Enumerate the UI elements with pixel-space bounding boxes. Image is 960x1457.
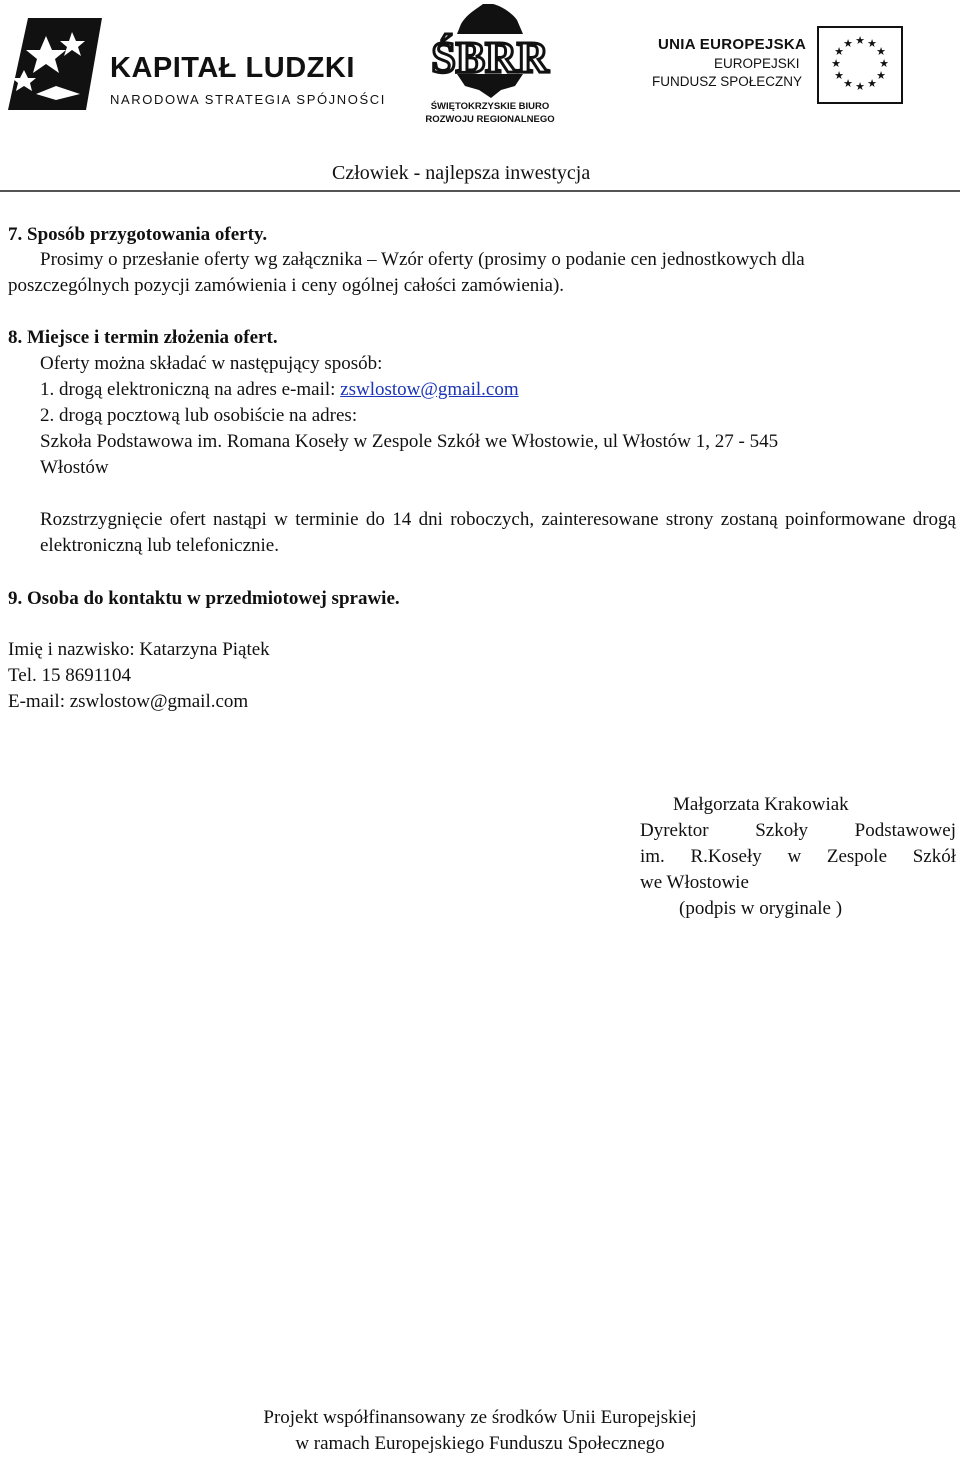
- kapital-ludzki-logo: [6, 14, 386, 114]
- svg-text:★: ★: [876, 45, 886, 58]
- contact-name: Imię i nazwisko: Katarzyna Piątek: [8, 639, 270, 660]
- eu-flag-icon: [817, 26, 903, 104]
- svg-text:★: ★: [879, 57, 889, 70]
- kapital-ludzki-subtitle: NARODOWA STRATEGIA SPÓJNOŚCI: [110, 92, 386, 107]
- contact-phone: Tel. 15 8691104: [8, 665, 132, 686]
- section-7-heading: 7. Sposób przygotowania oferty.: [8, 224, 268, 245]
- signature-line-1: Dyrektor Szkoły Podstawowej: [640, 820, 956, 841]
- address-line-1: Szkoła Podstawowa im. Romana Koseły w Zespole Szkół we Włostowie, ul Włostów 1, 27 - 545: [40, 431, 779, 452]
- sbrr-line-1: ŚWIĘTOKRZYSKIE BIURO: [430, 101, 550, 112]
- sbrr-emblem-icon: [405, 0, 575, 100]
- svg-text:★: ★: [843, 37, 853, 50]
- kapital-ludzki-title: KAPITAŁ LUDZKI: [110, 52, 355, 84]
- signature-line-2: im. R.Koseły w Zespole Szkół: [640, 846, 956, 867]
- section-8-item-1: [40, 378, 519, 402]
- unia-europejska-logo: [650, 26, 960, 106]
- sbrr-line-2: ROZWOJU REGIONALNEGO: [425, 114, 555, 125]
- signature-name: Małgorzata Krakowiak: [673, 794, 849, 815]
- resolution-paragraph: Rozstrzygnięcie ofert nastąpi w terminie do 14 dni roboczych, zainteresowane strony zostaną poinformowane drogą elektroniczną lub telefonicznie.: [40, 509, 956, 556]
- item-1-label: 1. drogą elektroniczną na adres e-mail:: [40, 379, 341, 400]
- svg-text:★: ★: [834, 69, 844, 82]
- contact-email: E-mail: zswlostow@gmail.com: [8, 691, 249, 712]
- svg-text:★: ★: [867, 37, 877, 50]
- sbrr-name: ŚBRR: [431, 33, 549, 82]
- email-link[interactable]: zswlostow@gmail.com: [340, 379, 519, 400]
- kapital-ludzki-emblem-icon: [6, 14, 106, 114]
- ue-line-2: EUROPEJSKI: [714, 56, 800, 71]
- section-7-text-line-1: Prosimy o przesłanie oferty wg załącznika – Wzór oferty (prosimy o podanie cen jednostkowych dla: [40, 249, 805, 270]
- signature-note: (podpis w oryginale ): [679, 898, 843, 919]
- svg-text:★: ★: [867, 77, 877, 90]
- svg-text:★: ★: [834, 45, 844, 58]
- footer-line-2: w ramach Europejskiego Funduszu Społecznego: [295, 1433, 665, 1454]
- svg-text:★: ★: [843, 77, 853, 90]
- header-divider: [0, 190, 960, 192]
- section-9-heading: 9. Osoba do kontaktu w przedmiotowej sprawie.: [8, 588, 400, 609]
- signature-line-3: we Włostowie: [640, 872, 749, 893]
- svg-text:★: ★: [831, 57, 841, 70]
- section-8-intro: Oferty można składać w następujący sposób:: [40, 353, 383, 374]
- footer-line-1: Projekt współfinansowany ze środków Unii Europejskiej: [263, 1407, 697, 1428]
- svg-text:★: ★: [855, 80, 865, 93]
- section-8-item-2: 2. drogą pocztową lub osobiście na adres:: [40, 405, 358, 426]
- ue-line-1: UNIA EUROPEJSKA: [658, 36, 807, 53]
- header-tagline: Człowiek - najlepsza inwestycja: [332, 162, 591, 184]
- ue-line-3: FUNDUSZ SPOŁECZNY: [652, 74, 803, 89]
- section-8-heading: 8. Miejsce i termin złożenia ofert.: [8, 327, 278, 348]
- svg-text:★: ★: [876, 69, 886, 82]
- sbrr-logo: [405, 0, 575, 130]
- address-line-2: Włostów: [40, 457, 109, 478]
- section-7-text-line-2: poszczególnych pozycji zamówienia i ceny ogólnej całości zamówienia).: [8, 275, 565, 296]
- svg-text:★: ★: [855, 34, 865, 47]
